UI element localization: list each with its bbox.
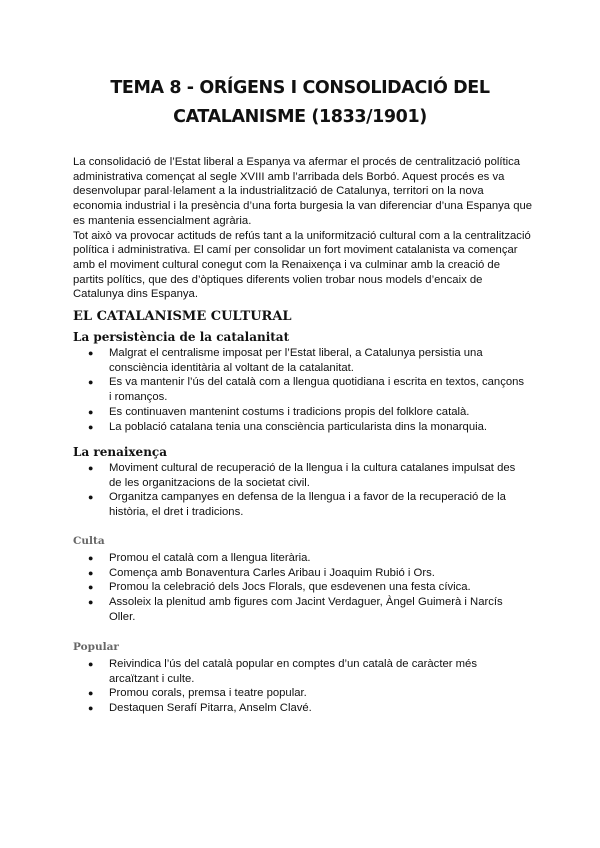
- subsection-heading-persistencia: La persistència de la catalanitat: [73, 330, 290, 344]
- list-item: ● Comença amb Bonaventura Carles Aribau i Joaquim Rubió i Ors.: [73, 566, 529, 581]
- list-item: ● Assoleix la plenitud amb figures com Jacint Verdaguer, Àngel Guimerà i Narcís Oller.: [73, 595, 529, 624]
- persistencia-list: [73, 346, 529, 434]
- list-item: ● Reivindica l’ús del català popular en comptes d’un català de caràcter més arcaïtzant i culte.: [73, 657, 529, 686]
- subsection-heading-popular: Popular: [73, 641, 119, 653]
- subsection-heading-renaixenca: La renaixença: [73, 445, 168, 459]
- list-item: ● Promou el català com a llengua literària.: [73, 551, 529, 566]
- list-item: ● Es continuaven mantenint costums i tradicions propis del folklore català.: [73, 405, 529, 420]
- intro-text: [73, 155, 533, 302]
- title-line-1: TEMA 8 - ORÍGENS I CONSOLIDACIÓ DEL: [110, 78, 490, 98]
- popular-list: [73, 657, 529, 716]
- renaixenca-list: [73, 461, 529, 520]
- list-item: ● La població catalana tenia una consciència particularista dins la monarquia.: [73, 420, 529, 435]
- section-heading: EL CATALANISME CULTURAL: [73, 309, 292, 324]
- intro-paragraph-2: Tot això va provocar actituds de refús tant a la uniformització cultural com a la centralització política i administrativa. El camí per consolidar un fort moviment catalanista va començar amb el moviment cultural conegut com la Renaixença i va culminar amb la creació de partits polítics, que des d’òptiques diferents volien trobar nous models d’encaix de Catalunya dins Espanya.: [73, 229, 531, 301]
- list-item: ● Promou corals, premsa i teatre popular.: [73, 686, 529, 701]
- culta-list: [73, 551, 529, 625]
- title-line-2: CATALANISME (1833/1901): [173, 107, 427, 127]
- list-item: ● Malgrat el centralisme imposat per l’Estat liberal, a Catalunya persistia una consciència identitària al voltant de la catalanitat.: [73, 346, 529, 375]
- list-item: ● Es va mantenir l’ús del català com a llengua quotidiana i escrita en textos, cançons i romanços.: [73, 375, 529, 404]
- page-title: [70, 74, 530, 132]
- list-item: ● Destaquen Serafí Pitarra, Anselm Clavé.: [73, 701, 529, 716]
- list-item: ● Promou la celebració dels Jocs Florals, que esdevenen una festa cívica.: [73, 580, 529, 595]
- subsection-heading-culta: Culta: [73, 535, 105, 547]
- intro-paragraph-1: La consolidació de l’Estat liberal a Espanya va afermar el procés de centralització política administrativa començat al segle XVIII amb l’arribada dels Borbó. Aquest procés es va desenvolupar paral·lelament a la industrialització de Catalunya, territori on la nova economia industrial i la presència d’una forta burgesia la van diferenciar d’una Espanya que es mantenia essencialment agrària.: [73, 156, 533, 227]
- list-item: ● Moviment cultural de recuperació de la llengua i la cultura catalanes impulsat des de les organitzacions de la societat civil.: [73, 461, 529, 490]
- list-item: ● Organitza campanyes en defensa de la llengua i a favor de la recuperació de la història, el dret i tradicions.: [73, 490, 529, 519]
